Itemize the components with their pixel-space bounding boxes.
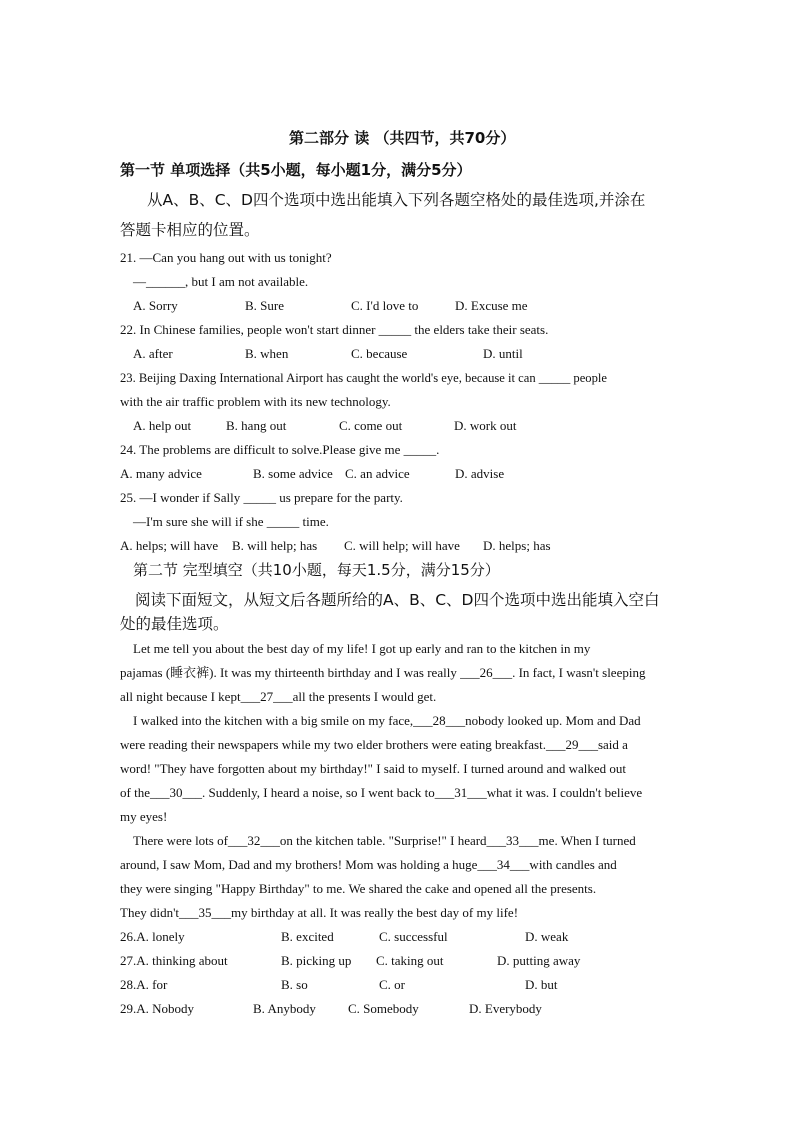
part-title: 第二部分 读 （共四节，共70分）	[289, 129, 516, 147]
q29-option-d: D. Everybody	[469, 1001, 542, 1016]
q21-option-b: B. Sure	[245, 298, 284, 313]
section1-title: 第一节 单项选择（共5小题，每小题1分，满分5分）	[120, 161, 472, 179]
q28-option-b: B. so	[281, 977, 308, 992]
q27-option-d: D. putting away	[497, 953, 581, 968]
passage-p1-line2: pajamas (睡衣裤). It was my thirteenth birthday and I was really ___26___. In fact, I wasn't sleeping	[120, 665, 646, 680]
q23-stem-line2: with the air traffic problem with its new technology.	[120, 394, 391, 409]
q25-option-c: C. will help; will have	[344, 538, 460, 553]
section2-instruction-line1: 阅读下面短文，从短文后各题所给的A、B、C、D四个选项中选出能填入空白	[135, 591, 660, 609]
q26-option-c: C. successful	[379, 929, 448, 944]
passage-p2-line2: were reading their newspapers while my two elder brothers were eating breakfast.___29___said a	[120, 737, 628, 752]
q23-option-b: B. hang out	[226, 418, 287, 433]
passage-p3-line4: They didn't___35___my birthday at all. It was really the best day of my life!	[120, 905, 519, 920]
q24-option-b: B. some advice	[253, 466, 333, 481]
q22-option-c: C. because	[351, 346, 408, 361]
passage-p3-line3: they were singing "Happy Birthday" to me. We shared the cake and opened all the presents.	[120, 881, 597, 896]
passage-p2-line5: my eyes!	[120, 809, 168, 824]
q21-option-c: C. I'd love to	[351, 298, 419, 313]
q22-option-a: A. after	[133, 346, 173, 361]
q23-stem-line1: 23. Beijing Daxing International Airport has caught the world's eye, because it can _____ people	[120, 371, 607, 385]
passage-p2-line4: of the___30___. Suddenly, I heard a noise, so I went back to___31___what it was. I couldn't believe	[120, 785, 643, 800]
q24-stem: 24. The problems are difficult to solve.Please give me _____.	[120, 442, 440, 457]
q21-option-d: D. Excuse me	[455, 298, 528, 313]
q24-option-d: D. advise	[455, 466, 505, 481]
q22-stem: 22. In Chinese families, people won't start dinner _____ the elders take their seats.	[120, 322, 549, 337]
passage-p1-line1: Let me tell you about the best day of my life! I got up early and ran to the kitchen in my	[133, 641, 591, 656]
section2-title: 第二节 完型填空（共10小题，每天1.5分，满分15分）	[133, 561, 500, 579]
q25-option-b: B. will help; has	[232, 538, 318, 553]
q27-option-b: B. picking up	[281, 953, 352, 968]
q28-option-d: D. but	[525, 977, 558, 992]
q23-option-d: D. work out	[454, 418, 517, 433]
passage-p3-line1: There were lots of___32___on the kitchen table. "Surprise!" I heard___33___me. When I turned	[133, 833, 636, 848]
q25-reply: —I'm sure she will if she _____ time.	[133, 514, 329, 529]
q29-option-a: 29.A. Nobody	[120, 1001, 195, 1016]
q28-option-a: 28.A. for	[120, 977, 168, 992]
q23-option-c: C. come out	[339, 418, 403, 433]
section1-instruction-line1: 从A、B、C、D四个选项中选出能填入下列各题空格处的最佳选项,并涂在	[147, 191, 646, 209]
q24-option-a: A. many advice	[120, 466, 202, 481]
q28-option-c: C. or	[379, 977, 405, 992]
section2-instruction-line2: 处的最佳选项。	[120, 615, 229, 633]
q24-option-c: C. an advice	[345, 466, 410, 481]
q23-option-a: A. help out	[133, 418, 192, 433]
q27-option-a: 27.A. thinking about	[120, 953, 228, 968]
q29-option-b: B. Anybody	[253, 1001, 316, 1016]
q29-option-c: C. Somebody	[348, 1001, 419, 1016]
q25-stem: 25. —I wonder if Sally _____ us prepare for the party.	[120, 490, 403, 505]
passage-p1-line3: all night because I kept___27___all the presents I would get.	[120, 689, 437, 704]
passage-p3-line2: around, I saw Mom, Dad and my brothers! Mom was holding a huge___34___with candles and	[120, 857, 617, 872]
q21-option-a: A. Sorry	[133, 298, 178, 313]
q21-reply: —______, but I am not available.	[133, 274, 309, 289]
q26-option-b: B. excited	[281, 929, 334, 944]
q25-option-d: D. helps; has	[483, 538, 551, 553]
q26-option-d: D. weak	[525, 929, 569, 944]
q26-option-a: 26.A. lonely	[120, 929, 185, 944]
passage-p2-line3: word! "They have forgotten about my birthday!" I said to myself. I turned around and walked out	[120, 761, 627, 776]
q21-stem: 21. —Can you hang out with us tonight?	[120, 250, 332, 265]
passage-p2-line1: I walked into the kitchen with a big smile on my face,___28___nobody looked up. Mom and Dad	[133, 713, 641, 728]
section1-instruction-line2: 答题卡相应的位置。	[120, 221, 260, 239]
q22-option-d: D. until	[483, 346, 523, 361]
q27-option-c: C. taking out	[376, 953, 444, 968]
q25-option-a: A. helps; will have	[120, 538, 219, 553]
q22-option-b: B. when	[245, 346, 289, 361]
